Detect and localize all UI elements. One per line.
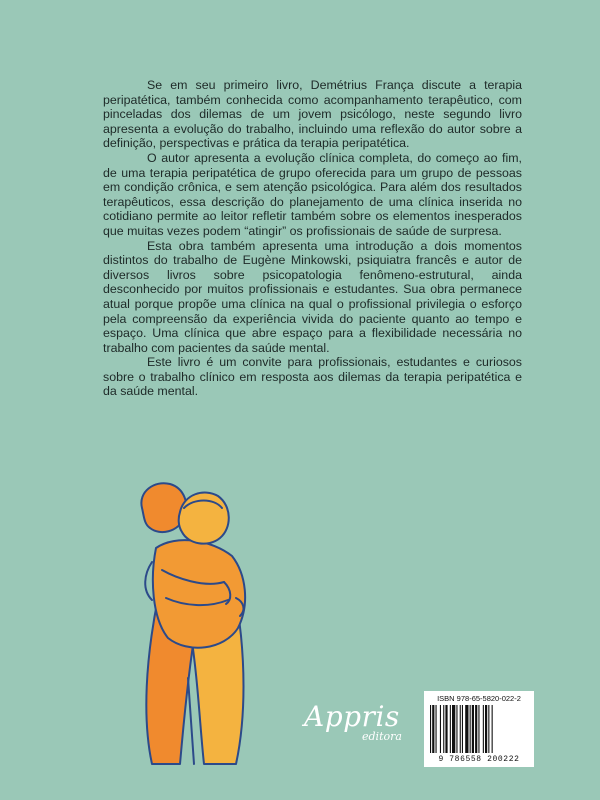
barcode-bar [472, 705, 474, 753]
barcode-bar [470, 705, 471, 753]
barcode-bar [462, 705, 463, 753]
barcode-bar [436, 705, 437, 753]
barcode-number: 9 786558 200222 [438, 755, 520, 764]
barcode-bar [488, 705, 489, 753]
barcode-bar [443, 705, 444, 753]
publisher-name: Appris [304, 700, 400, 733]
back-cover-text [103, 78, 522, 399]
barcode-bar [456, 705, 457, 753]
barcode-bar [430, 705, 431, 753]
isbn-label: ISBN 978-65-5820-022-2 [437, 694, 521, 703]
publisher-sub: editora [362, 730, 402, 743]
publisher-logo [304, 700, 414, 750]
barcode [424, 691, 534, 767]
barcode-bar [465, 705, 468, 753]
barcode-bar [432, 705, 434, 753]
barcode-bar [478, 705, 479, 753]
barcode-bar [460, 705, 461, 753]
paragraph-3: Esta obra também apresenta uma introdução a dois momentos distintos do trabalho de Eugène Minkowski, psiquiatra francês e autor de diversos livros sobre psicopatologia fenômeno-estrutural, ainda desconhecido por muitos profissionais e estudantes. Sua obra permanece atual porque propõe uma clínica na qual o profissional privilegia o esforço pela compreensão da experiência vivida do paciente quanto ao tempo e espaço. Uma clínica que abre espaço para a flexibilidade necessária no trabalho com pacientes da saúde mental. [103, 238, 522, 355]
paragraph-4: Este livro é um convite para profissionais, estudantes e curiosos sobre o trabalho clínico em resposta aos dilemas da terapia peripatética e da saúde mental. [103, 355, 522, 399]
barcode-bar [452, 705, 455, 753]
barcode-bar [450, 705, 451, 753]
barcode-bar [440, 705, 441, 753]
paragraph-1: Se em seu primeiro livro, Demétrius França discute a terapia peripatética, também conhecida como acompanhamento terapêutico, com pinceladas dos dilemas de um jovem psicólogo, neste segundo livro apresenta a evolução do trabalho, incluindo uma reflexão do autor sobre a definição, perspectivas e prática da terapia peripatética. [103, 78, 522, 151]
barcode-bar [445, 705, 447, 753]
paragraph-2: O autor apresenta a evolução clínica completa, do começo ao fim, de uma terapia peripatética de grupo oferecida para um grupo de pessoas em condição crônica, e sem atenção psicológica. Para além dos resultados terapêuticos, essa descrição do planejamento de uma clínica inserida no cotidiano permite ao leitor refletir também sobre os elementos inesperados que muitas vezes podem “atingir” os profissionais de saúde de surpresa. [103, 150, 522, 238]
barcode-bar [492, 705, 493, 753]
hugging-figures-icon [128, 478, 264, 768]
barcode-bar [475, 705, 477, 753]
barcode-bars [430, 705, 528, 755]
barcode-bar [485, 705, 487, 753]
barcode-bar [483, 705, 484, 753]
